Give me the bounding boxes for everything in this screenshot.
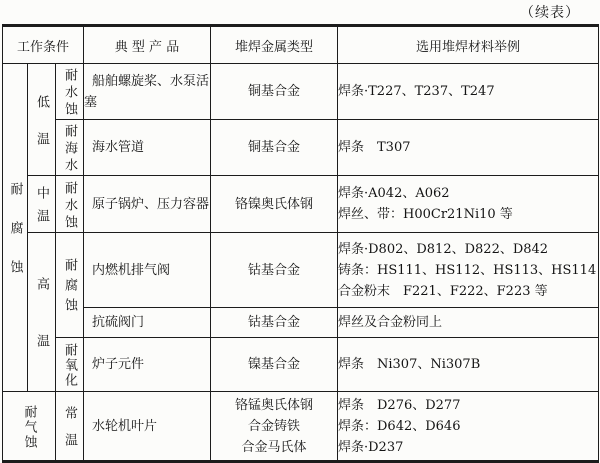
- sub-water-erosion-label: 耐水蚀: [62, 180, 77, 232]
- metal-type-label: 钴基合金: [247, 262, 300, 278]
- metal-type-label: 铜基合金: [247, 84, 300, 99]
- metal-type-label: 合金马氏体: [241, 439, 307, 455]
- product-label: 船舶螺旋桨、水泵活塞: [84, 73, 210, 110]
- metal-type-cell: [211, 392, 338, 462]
- sub-oxidation-label: 耐氧化: [62, 342, 77, 388]
- cell-condition-corrosion: [3, 64, 28, 392]
- metal-type-cell: [211, 176, 338, 233]
- metal-type-label: 镍基合金: [247, 356, 300, 372]
- cell-sub-oxidation: [56, 337, 84, 391]
- metal-type-label: 铬镍奥氏体钢: [234, 196, 313, 212]
- table-row: [3, 308, 599, 337]
- materials-cell: [338, 64, 599, 120]
- material-line: 焊丝及合金粉同上: [338, 314, 443, 330]
- metal-type-label: 合金铸铁: [247, 418, 300, 434]
- table-row: [3, 64, 599, 120]
- table-header-row: [3, 26, 599, 64]
- materials-cell: [338, 337, 599, 391]
- product-label: 炉子元件: [92, 356, 145, 372]
- condition-corrosion-label: 耐腐蚀: [7, 182, 23, 299]
- product-cell: [84, 176, 211, 233]
- materials-cell: [338, 392, 599, 462]
- table-row: [3, 120, 599, 176]
- cell-temp-mid: [28, 176, 56, 233]
- material-line: 焊条：D642、D646: [338, 418, 461, 434]
- sub-seawater-label: 耐海水: [62, 124, 77, 175]
- material-line: 焊条·A042、A062: [338, 186, 450, 201]
- product-cell: [84, 233, 211, 308]
- cell-temp-normal: [56, 392, 84, 462]
- material-line: 焊条·D237: [338, 439, 404, 455]
- product-label: 海水管道: [92, 140, 145, 155]
- temp-low-label: 低温: [34, 94, 49, 169]
- hardfacing-materials-table: [2, 24, 599, 463]
- cell-condition-cavitation: [3, 392, 56, 462]
- metal-type-cell: [211, 64, 338, 120]
- metal-type-cell: [211, 337, 338, 391]
- temp-high-label: 高温: [34, 277, 49, 391]
- table-row: [3, 392, 599, 462]
- product-label: 水轮机叶片: [92, 418, 158, 434]
- product-cell: [84, 64, 211, 120]
- sub-corrosion-label: 耐腐蚀: [62, 258, 77, 319]
- material-line: 合金粉末 F221、F222、F223 等: [338, 283, 548, 299]
- table-row: [3, 176, 599, 233]
- product-cell: [84, 392, 211, 462]
- material-line: 焊条·T227、T237、T247: [338, 84, 495, 99]
- product-label: 原子锅炉、压力容器: [92, 196, 210, 212]
- cell-sub-seawater: [56, 120, 84, 176]
- temp-mid-label: 中温: [34, 186, 49, 232]
- material-line: 焊条·D802、D812、D822、D842: [338, 241, 549, 257]
- product-cell: [84, 337, 211, 391]
- header-material-examples: 选用堆焊材料举例: [338, 26, 599, 64]
- cell-sub-water-erosion-2: [56, 176, 84, 233]
- materials-cell: [338, 176, 599, 233]
- material-line: 焊丝、带：H00Cr21Ni10 等: [338, 207, 513, 222]
- material-line: 焊条 Ni307、Ni307B: [338, 356, 481, 372]
- materials-cell: [338, 233, 599, 308]
- temp-normal-label: 常温: [62, 406, 77, 460]
- cell-sub-corrosion: [56, 233, 84, 338]
- cell-temp-high: [28, 233, 56, 392]
- header-work-condition: 工作条件: [3, 26, 84, 64]
- header-typical-product: 典 型 产 品: [84, 26, 211, 64]
- product-label: 内燃机排气阀: [92, 262, 171, 278]
- metal-type-cell: [211, 120, 338, 176]
- condition-cavitation-label: 耐气蚀: [21, 404, 37, 450]
- material-line: 焊条 T307: [338, 140, 411, 155]
- material-line: 焊条 D276、D277: [338, 397, 461, 413]
- table-row: [3, 337, 599, 391]
- metal-type-cell: [211, 233, 338, 308]
- metal-type-label: 铬锰奥氏体钢: [234, 397, 313, 413]
- material-line: 铸条：HS111、HS112、HS113、HS114: [338, 262, 597, 278]
- product-cell: [84, 120, 211, 176]
- table-row: [3, 233, 599, 308]
- header-metal-type: 堆焊金属类型: [211, 26, 338, 64]
- product-label: 抗硫阀门: [92, 314, 145, 330]
- metal-type-label: 铜基合金: [247, 140, 300, 155]
- continued-table-label: （续表）: [520, 5, 580, 21]
- materials-cell: [338, 308, 599, 337]
- metal-type-label: 钴基合金: [247, 314, 300, 330]
- cell-sub-water-erosion-1: [56, 64, 84, 120]
- sub-water-erosion-label: 耐水蚀: [62, 68, 77, 119]
- product-cell: [84, 308, 211, 337]
- materials-cell: [338, 120, 599, 176]
- cell-temp-low: [28, 64, 56, 176]
- metal-type-cell: [211, 308, 338, 337]
